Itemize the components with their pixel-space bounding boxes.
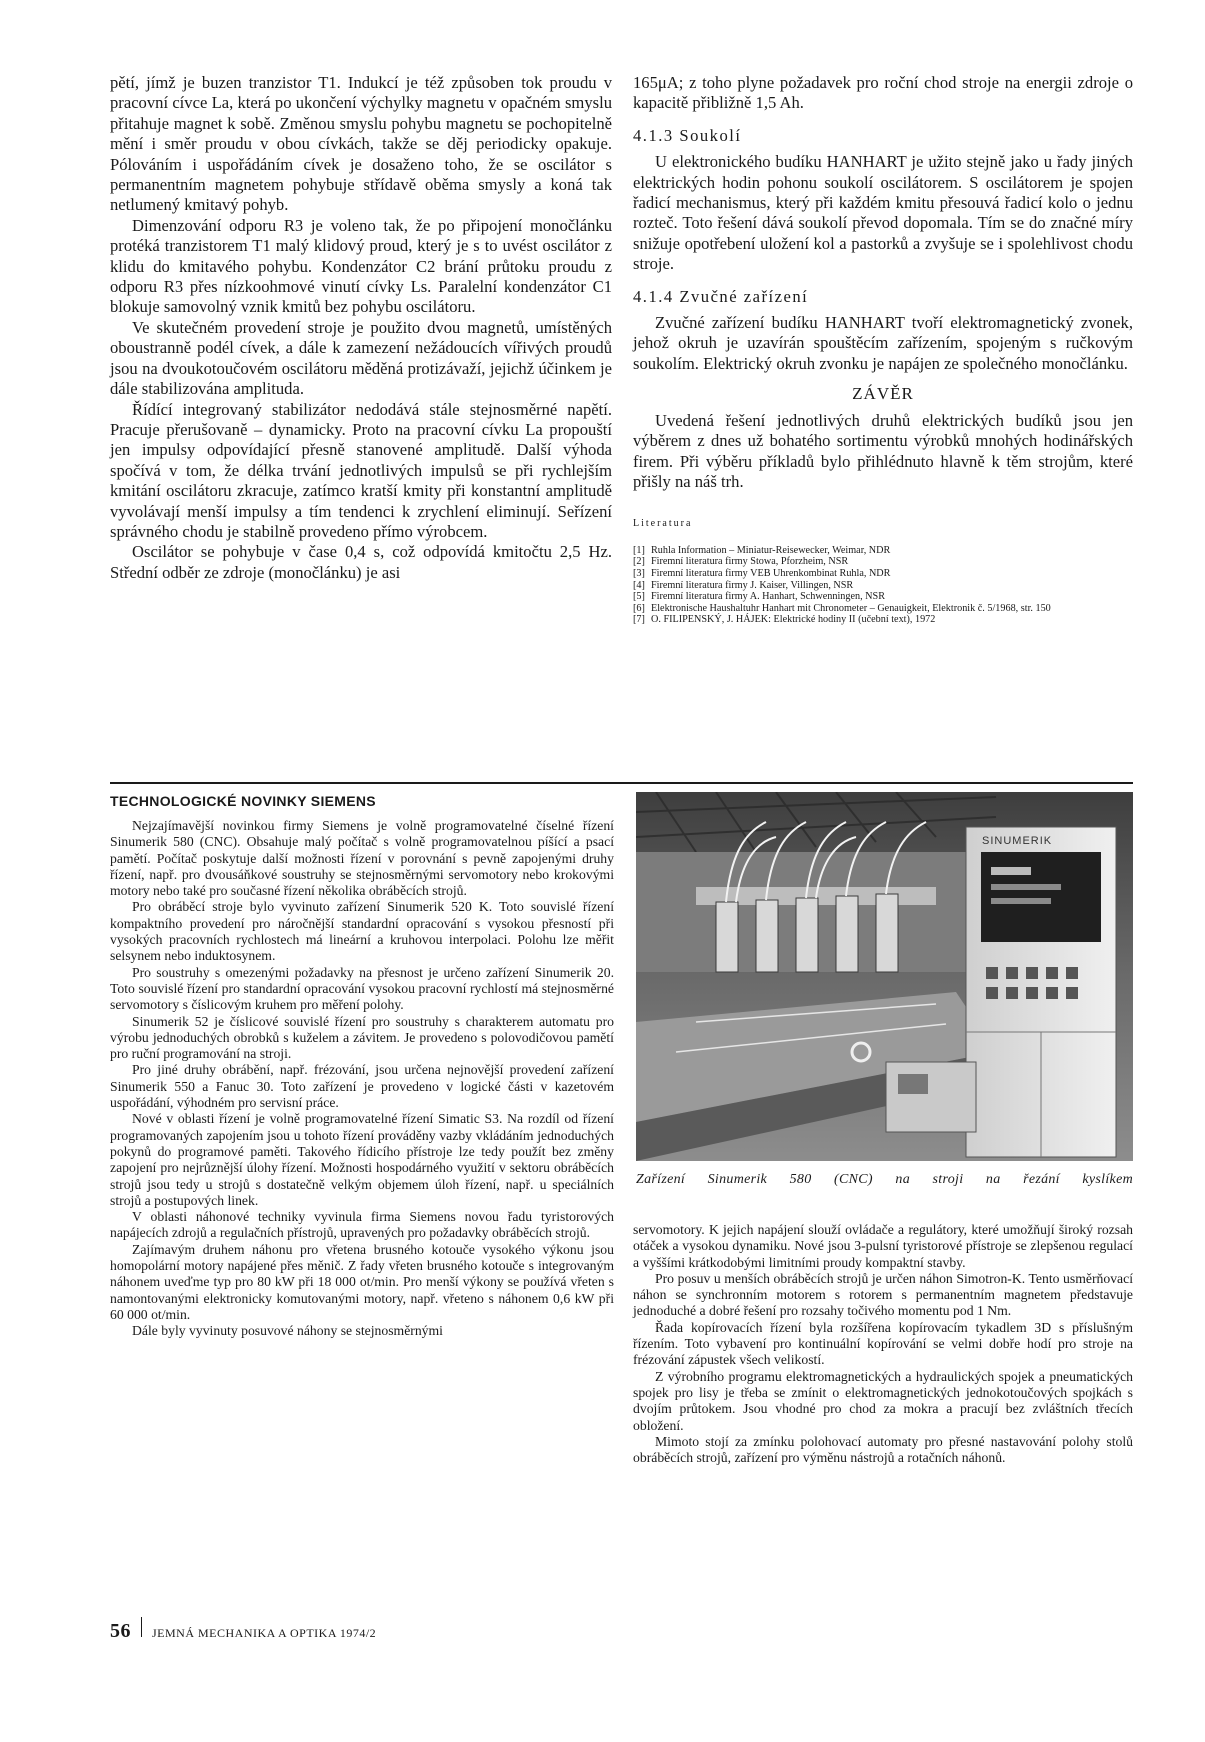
reference-item <box>633 614 1133 626</box>
paragraph: Dimenzování odporu R3 je voleno tak, že po připojení monočlánku protéká tranzistorem T1 malý klidový proud, který je s to uvést oscilátor z klidu do kmitavého pohybu. Kondenzátor C2 brání průtoku proudu z odporu R3 přes nízkoohmové vinutí cívky Ls. Paralelní kondenzátor C1 blokuje samovolný vznik kmitů bez pohybu oscilátoru. <box>110 215 612 317</box>
paragraph: Zvučné zařízení budíku HANHART tvoří elektromagnetický zvonek, jehož okruh je uzavírán spouštěcím zařízením, spojeným s ručkovým soukolím. Elektrický okruh zvonku je napájen ze společného monočlánku. <box>633 313 1133 373</box>
reference-number: [7] <box>633 614 645 626</box>
siemens-column-right <box>633 1222 1133 1466</box>
reference-number: [4] <box>633 579 645 591</box>
page-number: 56 <box>110 1620 131 1642</box>
paragraph: Pro soustruhy s omezenými požadavky na přesnost je určeno zařízení Sinumerik 20. Toto souvislé řízení pro standardní opracování vysokou pracovní rychlostí má stejnosměrné servomotory s číslicovým kruhem pro měření polohy. <box>110 964 614 1013</box>
journal-name: JEMNÁ MECHANIKA A OPTIKA 1974/2 <box>152 1626 377 1640</box>
reference-number: [6] <box>633 602 645 614</box>
literature-heading: Literatura <box>633 518 693 530</box>
reference-text: O. FILIPENSKÝ, J. HÁJEK: Elektrické hodiny II (učební text), 1972 <box>651 614 936 626</box>
reference-item <box>633 603 1133 615</box>
siemens-section-title: TECHNOLOGICKÉ NOVINKY SIEMENS <box>110 793 376 809</box>
section-divider <box>110 782 1133 784</box>
paragraph: Sinumerik 52 je číslicové souvislé řízení pro soustruhy s charakterem automatu pro výrobu jednoduchých obrobků s kuželem a závitem. Je provedeno s polovodičovou pamětí pro ruční programování na stroji. <box>110 1013 614 1062</box>
machine-photo <box>636 792 1133 1161</box>
photo-caption: Zařízení Sinumerik 580 (CNC) na stroji na řezání kyslíkem <box>636 1172 1133 1187</box>
paragraph: Pro obráběcí stroje bylo vyvinuto zařízení Sinumerik 520 K. Toto souvislé řízení kompaktního provedení pro náročnější standardní opracování s vysokou přesností při vysokých pracovních rychlostech má lineární a kruhovou interpolaci. Polohu lze měřit selsynem nebo induktosynem. <box>110 899 614 964</box>
reference-number: [1] <box>633 544 645 556</box>
paragraph: Mimoto stojí za zmínku polohovací automaty pro přesné nastavování polohy stolů obráběcích strojů, zařízení pro výměnu nástrojů a rotačních náhonů. <box>633 1433 1133 1466</box>
section-heading-4-1-3: 4.1.3 Soukolí <box>633 125 742 145</box>
paragraph: V oblasti náhonové techniky vyvinula firma Siemens novou řadu tyristorových napájecích zdrojů a regulačních přístrojů, upravených pro požadavky obráběcích strojů. <box>110 1209 614 1241</box>
reference-item <box>633 568 1133 580</box>
reference-text: Firemní literatura firmy J. Kaiser, Villingen, NSR <box>651 579 854 591</box>
reference-number: [5] <box>633 591 645 603</box>
paragraph: Z výrobního programu elektromagnetických a hydraulických spojek a pneumatických spojek pro lisy je třeba se zmínit o elektromagnetických jednokotoučových spojkách s dvojím průtokem. Jsou vhodné pro chod za mokra a pracují bez zvláštních třecích obložení. <box>633 1368 1133 1433</box>
paragraph: Pro jiné druhy obrábění, např. frézování, jsou určena nejnovější provedení zařízení Sinumerik 550 a Fanuc 30. Toto zařízení je provedeno v logické části v kazetovém uspořádání, výhodném pro servisní práce. <box>110 1062 614 1111</box>
reference-text: Firemní literatura firmy A. Hanhart, Schwenningen, NSR <box>651 591 885 603</box>
paragraph: Zajímavým druhem náhonu pro vřetena brusného kotouče vysokého výkonu jsou homopolární motory napájené přes měnič. Z řady vřeten brusného kotouče s integrovaným náhonem uveďme typ pro 80 kW při 18 000 ot/min. Pro menší výkony se používá vřeten s namontovanými elektronicky komutovanými motory, např. vřeteno s náhonem 0,6 kW při 60 000 ot/min. <box>110 1241 614 1322</box>
conclusion-heading: ZÁVĚR <box>852 384 914 404</box>
reference-number: [3] <box>633 567 645 579</box>
paragraph: Nejzajímavější novinkou firmy Siemens je volně programovatelné číselné řízení Sinumerik 580 (CNC). Obsahuje malý počítač s volně programovatelnou píšící a psací pamětí. Počítač poskytuje další možnosti řízení v porovnání s pevně zapojenými druhy řízení, např. pro dvousáňkové soustruhy se stejnosměrnými servomotory nebo krokovými motory nebo také pro současné řízení několika obráběcích strojů. <box>110 818 614 899</box>
photo-label: SINUMERIK <box>982 835 1053 847</box>
paragraph: Pro posuv u menších obráběcích strojů je určen náhon Simotron-K. Tento usměrňovací náhon se synchronním motorem s rotorem s permanentním magnetem představuje jednoduché a dobré řešení pro rozsahy točivého momentu pod 1 Nm. <box>633 1270 1133 1319</box>
footer-divider <box>141 1617 142 1637</box>
paragraph: U elektronického budíku HANHART je užito stejně jako u řady jiných elektrických hodin pohonu soukolí oscilátorem. S oscilátorem je spojen řadicí mechanismus, který při každém kmitu přesouvá řadicí kolo o jednu rozteč. Toto řešení dává soukolí převod dopomala. Tím se do značné míry snižuje opotřebení uložení kol a pastorků a zvyšuje se i spolehlivost chodu stroje. <box>633 152 1133 274</box>
paragraph: 165μA; z toho plyne požadavek pro roční chod stroje na energii zdroje o kapacitě přibližně 1,5 Ah. <box>633 73 1133 113</box>
reference-text: Firemní literatura firmy Stowa, Pforzheim, NSR <box>651 556 849 568</box>
article-column-top-left <box>110 73 612 583</box>
conclusion-paragraph: Uvedená řešení jednotlivých druhů elektrických budíků jsou jen výběrem z dnes už bohatého sortimentu výrobků mnohých hodinářských firem. Při výběru příkladů bylo přihlédnuto hlavně k těm strojům, které přišly na náš trh. <box>633 410 1133 491</box>
paragraph: Nové v oblasti řízení je volně programovatelné řízení Simatic S3. Na rozdíl od řízení programovaných zapojením jsou u tohoto řízení prováděny vazby vkládáním jednoduchých pokynů do programové paměti. Takového řídicího přístroje lze tedy použít bez změny zapojení pro nejrůznější úlohy řízení. Možnosti hospodárného využití v sektoru obráběcích strojů jsou tedy u strojů s dostatečně velkým objemem úloh řízení, např. u speciálních strojů a postupových linek. <box>110 1111 614 1208</box>
paragraph: Oscilátor se pohybuje v čase 0,4 s, což odpovídá kmitočtu 2,5 Hz. Střední odběr ze zdroje (monočlánku) je asi <box>110 542 612 582</box>
section-heading-4-1-4: 4.1.4 Zvučné zařízení <box>633 286 809 306</box>
page-footer <box>110 1617 376 1643</box>
article-column-top-right <box>633 73 1133 626</box>
reference-text: Firemní literatura firmy VEB Uhrenkombinat Ruhla, NDR <box>651 567 891 579</box>
reference-item <box>633 545 1133 557</box>
siemens-column-left <box>110 818 614 1340</box>
reference-list <box>633 545 1133 626</box>
reference-item <box>633 591 1133 603</box>
paragraph: pětí, jímž je buzen tranzistor T1. Indukcí je též způsoben tok proudu v pracovní cívce La, která po ukončení výchylky magnetu v opačném smyslu přitahuje magnet k sobě. Změnou smyslu pohybu magnetu se pochopitelně mění i směr proudu v obou cívkách, takže se děj periodicky opakuje. Pólováním i uspořádáním cívek je dosaženo toho, že se oscilátor s permanentním magnetem pohybuje střídavě oběma smysly a koná tak netlumený kmitavý pohyb. <box>110 73 612 215</box>
paragraph: Ve skutečném provedení stroje je použito dvou magnetů, umístěných oboustranně podél cívek, a dále k zamezení nežádoucích vířivých proudů jsou na dvoukotoučovém oscilátoru měděná protizávaží, jejichž účinkem je dále stabilizována amplituda. <box>110 317 612 399</box>
reference-text: Elektronische Haushaltuhr Hanhart mit Chronometer – Genauigkeit, Elektronik č. 5/1968, str. 150 <box>651 602 1051 614</box>
reference-item <box>633 580 1133 592</box>
reference-number: [2] <box>633 556 645 568</box>
paragraph: Řídící integrovaný stabilizátor nedodává stále stejnosměrné napětí. Pracuje přerušovaně – dynamicky. Proto na pracovní cívku La propouští jen impulsy odpovídající přesně stanovené amplitudě. Další výhoda spočívá v tom, že délka trvání jednotlivých impulsů se při rychlejším kmitání oscilátoru zkracuje, zatímco kratší kmity při konstantní amplitudě vyvolávají menší impulsy a tím tendenci k zrychlení eliminují. Seřízení správného chodu je stabilně provedeno přímo výrobcem. <box>110 399 612 541</box>
paragraph: Řada kopírovacích řízení byla rozšířena kopírovacím tykadlem 3D s příslušným řízením. Toto vybavení pro kontinuální kopírování se velmi dobře hodí pro stroje na frézování zápustek všech velikostí. <box>633 1319 1133 1368</box>
paragraph: Dále byly vyvinuty posuvové náhony se stejnosměrnými <box>132 1323 443 1339</box>
reference-text: Ruhla Information – Miniatur-Reisewecker, Weimar, NDR <box>651 544 891 556</box>
paragraph: servomotory. K jejich napájení slouží ovládače a regulátory, které umožňují široký rozsah otáček a vysokou dynamiku. Nové jsou 3-pulsní tyristorové přístroje se zlepšenou regulací a vyššími krátkodobými limitními proudy kompaktní stavby. <box>633 1222 1133 1270</box>
reference-item <box>633 556 1133 568</box>
